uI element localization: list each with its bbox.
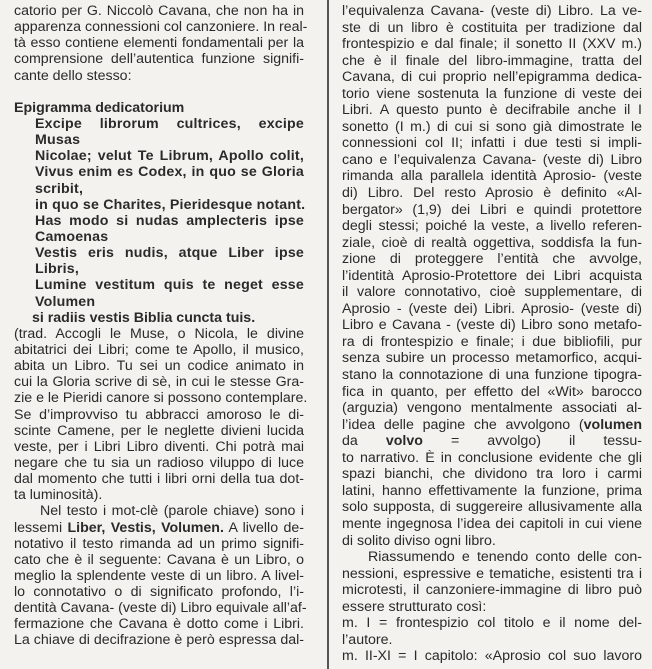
text-line <box>14 455 304 471</box>
text-line <box>342 152 642 169</box>
text-line <box>342 533 642 550</box>
text-line <box>14 487 304 503</box>
text-line <box>14 261 304 277</box>
text: microtesti, il canzoniere-immagine di libro può <box>342 582 642 599</box>
text: (trad. Accogli le Muse, o Nicola, le divine <box>14 325 304 342</box>
text: senza subire un processo metamorfico, acqui- <box>342 350 642 367</box>
text: fica in quanto, per effetto del «Wit» barocco <box>342 383 642 400</box>
text-line <box>14 3 304 19</box>
text-line <box>14 181 304 197</box>
text: m. II-XI = I capitolo: «Aprosio col suo lavoro <box>342 648 642 665</box>
text-line <box>14 164 304 180</box>
text: da <box>342 433 386 450</box>
text-line <box>342 350 642 367</box>
text: degli stessi; poiché la veste, a livello referen- <box>342 218 642 235</box>
text-line <box>14 520 304 536</box>
text-line <box>342 69 642 86</box>
text: La chiave di decifrazione è però espressa dal- <box>14 632 304 649</box>
text-line <box>342 466 642 483</box>
bold-text: Libris, <box>35 261 79 278</box>
text-line <box>342 102 642 119</box>
text: sonetto (I m.) di cui si sono già dimostrate le <box>342 118 642 135</box>
text-line <box>342 615 642 632</box>
text: cato che è il seguente: Cavana è un Libro, o <box>14 551 304 568</box>
bold-text: volumen <box>583 416 642 433</box>
text-line <box>342 516 642 533</box>
bold-text: scribit, <box>35 180 84 197</box>
text-line <box>14 148 304 164</box>
text: Aprosio - (veste dei) Libri. Aprosio- (veste di) <box>342 300 642 317</box>
text-line <box>342 499 642 516</box>
text: l’idea delle pagine che avvolgono ( <box>342 416 584 433</box>
text-line <box>342 301 642 318</box>
text-line <box>342 3 642 20</box>
text: apparenza connessioni col canzoniere. In real- <box>14 19 308 36</box>
text-line <box>342 36 642 53</box>
text-line <box>342 384 642 401</box>
text: veste, per i Libri Libro diventi. Chi potrà mai <box>14 438 304 455</box>
text: lessemi <box>14 519 68 536</box>
text: Nel testo i mot-clè (parole chiave) sono i <box>40 503 304 520</box>
text: di) Libro. Del resto Aprosio è definito «Al- <box>342 185 642 202</box>
text: = avvolgo) il tessu- <box>422 433 642 450</box>
bold-text: Lumine vestitum quis te neget esse <box>35 277 304 294</box>
bold-text: Excipe librorum cultrices, excipe <box>35 115 304 132</box>
text: abitatrici dei Libri; come te Apollo, il musico, <box>14 341 304 358</box>
text: di solito diviso ogni libro. <box>342 532 496 549</box>
text-line <box>342 367 642 384</box>
text: nessioni, espressive e tematiche, esistenti tra i <box>342 565 642 582</box>
text: Cavana, di cui proprio nell’epigramma dedica- <box>342 69 642 86</box>
text-line <box>14 536 304 552</box>
text-line <box>342 20 642 37</box>
text: ziale, cioè di realtà oggettiva, soddisfa la fun- <box>342 234 642 251</box>
text: che è il finale del libro-immagine, tratta del <box>342 52 642 69</box>
text: mente ingegnosa l’idea dei capitoli in cui viene <box>342 515 642 532</box>
bold-text: Volumen <box>35 293 96 310</box>
text-line <box>14 471 304 487</box>
text: (arguzia) vengono mentalmente associati al- <box>342 400 642 417</box>
text-line <box>14 616 304 632</box>
bold-text: Vestis eris nudis, atque Liber ipse <box>35 245 304 262</box>
text-line <box>342 86 642 103</box>
text-line <box>14 423 304 439</box>
text: ra di frontespizio e finale; i due bibliofili, pur <box>342 333 642 350</box>
text-line <box>14 19 308 36</box>
text-line <box>14 132 304 148</box>
bold-text: volvo <box>385 433 423 450</box>
text: negare che tu sia un radioso viluppo di luce <box>14 454 304 471</box>
text-line <box>342 135 642 152</box>
bold-text: Nicolae; velut Te Librum, Apollo colit, <box>35 148 304 165</box>
text-line <box>342 218 642 235</box>
text-line <box>14 374 304 390</box>
text-line <box>342 284 642 301</box>
text-line <box>342 632 642 649</box>
right-text-column <box>342 3 642 665</box>
bold-text: Epigramma dedicatorium <box>14 99 185 116</box>
text-line <box>14 439 304 455</box>
text-line <box>14 600 307 617</box>
text-line <box>14 68 304 84</box>
text-line <box>342 334 642 351</box>
bold-text: Has modo si nudas amplecteris ipse <box>35 212 304 229</box>
text-line <box>342 417 642 434</box>
text-line <box>14 632 304 648</box>
text-line <box>342 599 642 616</box>
text-line <box>342 648 642 665</box>
text-line <box>342 483 642 500</box>
text-line <box>14 197 304 213</box>
text: A livello de- <box>223 519 304 536</box>
text-line <box>342 53 642 70</box>
text: abita un Libro. Tu sei un codice animato in <box>14 358 304 375</box>
text-line <box>14 358 304 374</box>
text-line <box>342 235 642 252</box>
text-line <box>342 185 642 202</box>
bold-text: Musas <box>35 132 81 149</box>
text: comprensione dell’autentica funzione signifi- <box>14 51 304 68</box>
text-line <box>14 342 304 358</box>
text: rimanda alla parallela identità Aprosio- (veste <box>342 168 642 185</box>
text: fermazione che Cavana è dotto come i Libri. <box>14 616 304 633</box>
text: scinte Camene, per le neglette divieni lucida <box>14 422 304 439</box>
text: l’identità Aprosio-Protettore dei Libri acquista <box>342 267 642 284</box>
bold-text: Vivus enim es Codex, in quo se Gloria <box>35 164 304 181</box>
bold-text: si radiis vestis Biblia cuncta tuis. <box>32 309 256 326</box>
text-line <box>14 326 304 342</box>
text: Riassumendo e tenendo conto delle con- <box>368 549 642 566</box>
text-line <box>342 400 642 417</box>
text-line <box>14 568 304 584</box>
text: zie e le Pieridi canore si possono contemplare. <box>14 390 308 407</box>
text: ste di un libro è costituita per tradizione dal <box>342 19 642 36</box>
left-text-column <box>14 3 308 649</box>
text-line <box>14 552 304 568</box>
text: lo connotativo o di significato profondo, l’i- <box>14 584 304 601</box>
text: tà esso contiene elementi fondamentali per la <box>14 35 304 52</box>
text: latini, hanno effettivamente la funzione, prima <box>342 482 642 499</box>
text-line <box>342 582 642 599</box>
bold-text: Liber, Vestis, Volumen. <box>67 519 224 536</box>
text-line <box>14 213 304 229</box>
text-line <box>342 251 642 268</box>
bold-text: in quo se Charites, Pieridesque notant. <box>35 196 306 213</box>
text-line <box>14 116 304 132</box>
text-line <box>14 84 304 100</box>
text-line <box>342 202 642 219</box>
bold-text: Camoenas <box>35 228 109 245</box>
text: m. I = frontespizio col titolo e il nome del- <box>342 615 642 632</box>
text-line <box>14 277 304 293</box>
text-line <box>14 407 304 423</box>
text: notativo il testo rimanda ad un primo signifi- <box>14 535 304 552</box>
text: cano e l’equivalenza Cavana- (veste di) Libro <box>342 151 642 168</box>
text-line <box>14 229 304 245</box>
text-line <box>14 503 304 519</box>
text: essere strutturato così: <box>342 598 487 615</box>
text: Libri. A questo punto è decifrabile anche il I <box>342 102 642 119</box>
text: connessioni col II; infatti i due testi si impli- <box>342 135 642 152</box>
text: spazi bianchi, che dividono tra loro i carmi <box>342 466 642 483</box>
text-line <box>342 119 642 136</box>
text-line <box>342 268 642 285</box>
text-line <box>14 51 304 67</box>
text: stano la connotazione di una funzione tipogra- <box>342 367 642 384</box>
text-line <box>14 294 304 310</box>
text: Libro e Cavana - (veste di) Libro sono metafo- <box>342 317 642 334</box>
text: il valore connotativo, cioè supplementare, di <box>342 284 642 301</box>
text-line <box>14 245 304 261</box>
text: zione di proteggere l’entità che avvolge, <box>342 251 642 268</box>
text-line <box>14 35 304 51</box>
text: frontespizio e dal finale; il sonetto II (XXV m.) <box>342 36 642 53</box>
column-divider <box>327 0 329 669</box>
text-line <box>342 433 642 450</box>
text-line <box>14 310 304 326</box>
text-line <box>342 168 642 185</box>
text-line <box>342 566 642 583</box>
text: torio viene sostenuta la funzione di veste dei <box>342 85 642 102</box>
text-line <box>14 100 304 116</box>
text: dentità Cavana- (veste di) Libro equivale all’af- <box>14 600 307 617</box>
text: ta luminosità). <box>14 487 103 504</box>
text: catorio per G. Niccolò Cavana, che non ha in <box>14 3 304 19</box>
text-line <box>342 450 642 467</box>
text: Se d’improvviso tu abbracci amoroso le di- <box>14 406 304 423</box>
text-line <box>342 317 642 334</box>
text: l’autore. <box>342 631 393 648</box>
text: cante dello stesso: <box>14 67 132 84</box>
text: solo supposta, di suggereire allusivamente alla <box>342 499 642 516</box>
text: l’equivalenza Cavana- (veste di) Libro. La ve- <box>342 3 642 19</box>
text-line <box>14 390 308 407</box>
text: dal momento che tutti i libri orni della tua dot- <box>14 471 304 488</box>
text: bergator» (1,9) dei Libri e quindi protettore <box>342 201 642 218</box>
text: cui la Gloria scrive di sè, in cui le stesse Gra- <box>14 374 304 391</box>
text-line <box>342 549 642 566</box>
text-line <box>14 584 304 600</box>
text: meglio la splendente veste di un libro. A livel- <box>14 567 304 584</box>
text: to narrativo. È in conclusione evidente che gli <box>342 449 642 466</box>
